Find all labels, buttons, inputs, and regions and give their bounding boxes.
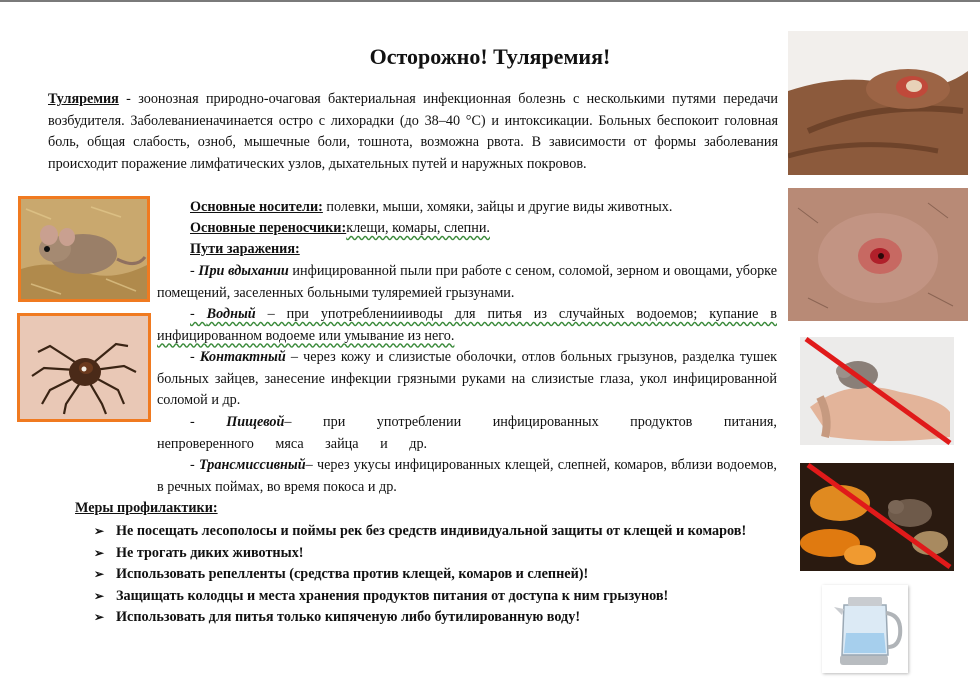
- route-contact: - Контактный – через кожу и слизистые оболочки, отлов больных грызунов, разделка тушек больных зайцев, занесение инфекции грязными руками на слизистые глаза, укол инфицированной соломой и др.: [157, 349, 778, 408]
- arrow-bullet-icon: ➢: [94, 588, 105, 603]
- prevention-heading: Меры профилактики:: [75, 500, 218, 516]
- prevention-list: [94, 521, 782, 629]
- routes-heading: Пути заражения:: [190, 241, 300, 257]
- vectors-text: клещи, комары, слепни.: [346, 220, 490, 236]
- prevention-item: ➢ Защищать колодцы и места хранения продуктов питания от доступа к ним грызунов!: [94, 586, 782, 608]
- skin-bite-photo: [788, 188, 968, 321]
- vectors-line: [190, 218, 490, 240]
- no-contaminated-food-photo: [800, 463, 954, 571]
- no-touching-animals-photo: [800, 337, 954, 445]
- prevention-item: ➢ Использовать для питья только кипяченую либо бутилированную воду!: [94, 607, 782, 629]
- route-inhalation: - При вдыхании инфицированной пыли при работе с сеном, соломой, зерном и овощами, уборке помещений, заселенных больными туляремией грызунами.: [157, 263, 777, 301]
- route-water: - Водный – при употреблениииводы для питья из случайных водоемов; купание в инфицированном водоеме или умывание из него.: [157, 306, 777, 344]
- route-food: - Пищевой– при употреблении инфицированных продуктов питания, непроверенного мяса зайца и др.: [157, 414, 777, 452]
- route-transmissive: - Трансмиссивный– через укусы инфицированных клещей, слепней, комаров, вблизи водоемов, в речных поймах, во время покоса и др.: [157, 457, 777, 495]
- carriers-text: полевки, мыши, хомяки, зайцы и другие виды животных.: [322, 199, 673, 215]
- carriers-label: Основные носители:: [190, 199, 323, 215]
- prevention-item: ➢ Не трогать диких животных!: [94, 543, 782, 565]
- intro-term: Туляремия: [48, 91, 119, 107]
- arrow-bullet-icon: ➢: [94, 567, 105, 581]
- kettle-photo: [822, 585, 908, 673]
- tick-photo: [17, 313, 151, 422]
- arrow-bullet-icon: ➢: [94, 610, 105, 624]
- page-title: Осторожно! Туляремия!: [369, 44, 611, 69]
- top-rule: [0, 0, 980, 2]
- prevention-item: ➢ Не посещать лесополосы и поймы рек без средств индивидуальной защиты от клещей и комаров!: [94, 521, 782, 543]
- carriers-line: [190, 197, 672, 219]
- mouse-photo: [18, 196, 150, 302]
- intro-paragraph: [48, 89, 778, 175]
- vectors-label: Основные переносчики:: [190, 220, 347, 236]
- prevention-item: ➢ Использовать репелленты (средства против клещей, комаров и слепней)!: [94, 564, 782, 586]
- arrow-bullet-icon: ➢: [94, 545, 105, 560]
- intro-text: - зоонозная природно-очаговая бактериальная инфекционная болезнь с несколькими путями передачи возбудителя. Заболеваниеначинается остро с лихорадки (до 38–40 °С) и интоксикации. Больных беспокоит головная боль, общая слабость, озноб, мышечные боли, тошнота, возможна рвота. В зависимости от формы заболевания происходит поражение лимфатических узлов, дыхательных путей и наружных покровов.: [48, 91, 778, 172]
- arrow-bullet-icon: ➢: [94, 524, 105, 538]
- skin-lesion-hand-photo: [788, 31, 968, 175]
